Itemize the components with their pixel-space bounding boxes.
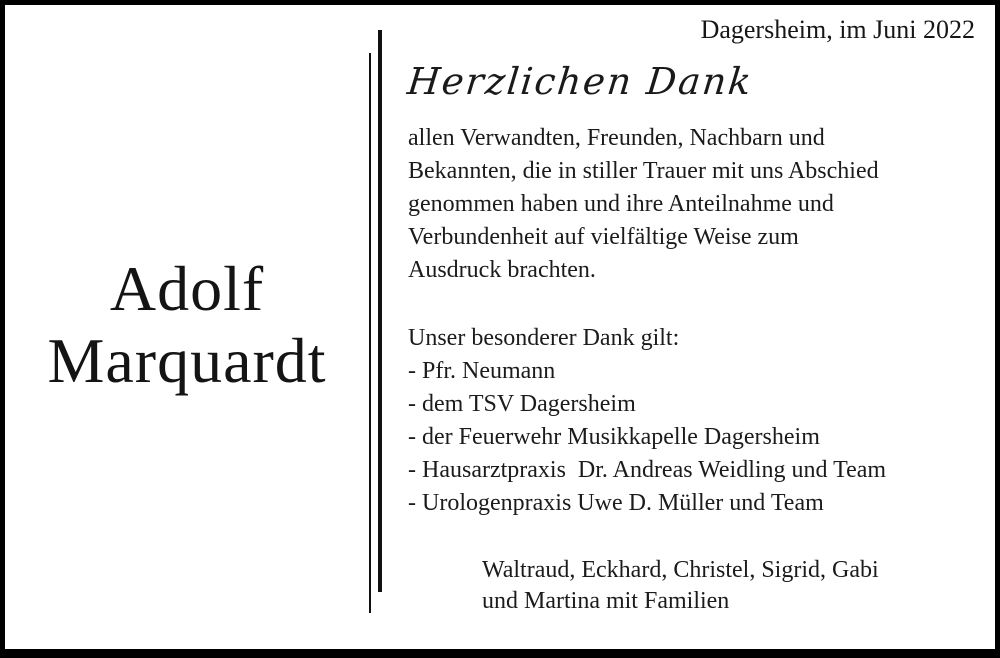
special-thanks-item: - dem TSV Dagersheim bbox=[408, 391, 636, 417]
special-thanks-item: - Hausarztpraxis Dr. Andreas Weidling und Team bbox=[408, 457, 887, 483]
special-thanks-item: - der Feuerwehr Musikkapelle Dagersheim bbox=[408, 424, 820, 450]
special-thanks-item: - Urologenpraxis Uwe D. Müller und Team bbox=[408, 490, 824, 516]
divider-rule-thin bbox=[369, 53, 371, 613]
body-line: Verbundenheit auf vielfältige Weise zum bbox=[408, 224, 799, 250]
family-signature bbox=[482, 555, 879, 617]
signature-line: und Martina mit Familien bbox=[482, 588, 730, 614]
signature-line: Waltraud, Eckhard, Christel, Sigrid, Gabi bbox=[482, 557, 879, 583]
deceased-last-name: Marquardt bbox=[47, 325, 327, 396]
body-line: genommen haben und ihre Anteilnahme und bbox=[408, 191, 834, 217]
body-line: Bekannten, die in stiller Trauer mit uns Abschied bbox=[408, 158, 879, 184]
special-thanks-section bbox=[408, 322, 886, 520]
body-line: Ausdruck brachten. bbox=[408, 257, 596, 283]
thank-you-headline: Herzlichen Dank bbox=[405, 60, 755, 103]
deceased-first-name: Adolf bbox=[109, 253, 265, 324]
deceased-name bbox=[5, 253, 369, 397]
special-thanks-item: - Pfr. Neumann bbox=[408, 358, 556, 384]
special-thanks-intro: Unser besonderer Dank gilt: bbox=[408, 325, 680, 351]
body-line: allen Verwandten, Freunden, Nachbarn und bbox=[408, 125, 825, 151]
divider-rule-thick bbox=[378, 30, 382, 592]
acknowledgment-paragraph bbox=[408, 122, 879, 287]
place-date-line: Dagersheim, im Juni 2022 bbox=[700, 15, 975, 44]
